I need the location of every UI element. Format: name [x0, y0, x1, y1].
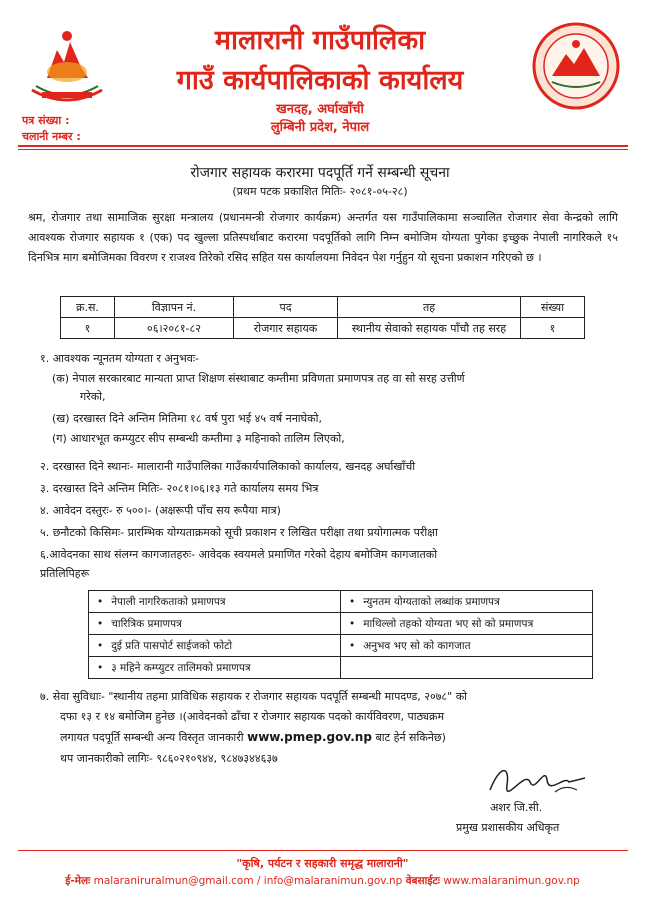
bullet-icon: •	[349, 639, 356, 652]
table-row	[89, 635, 593, 657]
municipality-seal-icon	[530, 20, 622, 112]
doc-cell	[89, 635, 341, 657]
col-level: तह	[338, 297, 521, 318]
signature-mark	[485, 760, 595, 800]
nepal-emblem-icon	[22, 20, 112, 110]
application-place: २. दरखास्त दिने स्थानः- मालारानी गाउँपालिका गाउँकार्यपालिकाको कार्यालय, खनदह अर्घाखाँची	[40, 460, 416, 473]
cell-count: १	[521, 318, 585, 339]
col-ad-no: विज्ञापन नं.	[115, 297, 234, 318]
footer-slogan: "कृषि, पर्यटन र सहकारी समृद्ध मालारानी"	[236, 857, 409, 870]
application-deadline: ३. दरखास्त दिने अन्तिम मितिः- २०८१।०६।१३ गते कार्यालय समय भित्र	[40, 482, 319, 495]
bullet-icon: •	[97, 595, 104, 608]
doc-item: दुई प्रति पासपोर्ट साईजको फोटो	[111, 639, 233, 652]
vacancy-table-header	[61, 297, 585, 318]
requirement-ka-cont: गरेको,	[80, 390, 106, 403]
doc-cell-empty	[341, 657, 593, 679]
address-line-2: लुम्बिनी प्रदेश, नेपाल	[270, 120, 370, 135]
doc-cell	[341, 591, 593, 613]
requirement-ka: (क) नेपाल सरकारबाट मान्यता प्राप्त शिक्षण संस्थाबाट कम्तीमा प्रविणता प्रमाणपत्र तह वा सो सरह उत्तीर्ण	[52, 372, 465, 385]
doc-cell	[89, 657, 341, 679]
footer-contact	[0, 874, 645, 888]
signatory-designation: प्रमुख प्रशासकीय अधिकृत	[456, 821, 560, 834]
cell-level: स्थानीय सेवाको सहायक पाँचौ तह सरह	[338, 318, 521, 339]
selection-process: ५. छनौटको किसिमः- प्रारम्भिक योग्यताक्रमको सूची प्रकाशन र लिखित परीक्षा तथा प्रयोगात्मक परीक्षा	[40, 526, 438, 539]
bullet-icon: •	[97, 617, 104, 630]
benefits-line-3-text: लगायत पदपूर्ति सम्बन्धी अन्य विस्तृत जानकारी	[60, 731, 244, 744]
pmep-link[interactable]: www.pmep.gov.np	[247, 730, 372, 744]
bullet-icon: •	[349, 617, 356, 630]
benefits-line-2: दफा १३ र १४ बमोजिम हुनेछ ।(आवेदनको ढाँचा र रोजगार सहायक पदको कार्यविवरण, पाठ्यक्रम	[60, 710, 445, 723]
doc-item: माथिल्लो तहको योग्यता भए सो को प्रमाणपत्र	[363, 617, 534, 630]
address-line-1: खनदह, अर्घाखाँची	[276, 102, 364, 117]
email-label: ई-मेलः	[65, 875, 91, 887]
documents-table	[88, 590, 593, 679]
bullet-icon: •	[97, 661, 104, 674]
cell-sn: १	[61, 318, 115, 339]
doc-item: ३ महिने कम्प्युटर तालिमको प्रमाणपत्र	[111, 661, 251, 674]
website-link[interactable]: www.malaranimun.gov.np	[443, 875, 580, 887]
bullet-icon: •	[97, 639, 104, 652]
vacancy-table	[60, 296, 585, 339]
benefits-line-3-tail: बाट हेर्न सकिनेछ)	[375, 731, 446, 744]
signatory-name: अशर जि.सी.	[490, 801, 543, 814]
header-rule-thin	[18, 149, 628, 150]
requirements-heading: १. आवश्यक न्यूनतम योग्यता र अनुभवः-	[40, 352, 200, 365]
application-fee: ४. आवेदन दस्तुरः- रु ५००।- (अक्षरूपी पाँच सय रूपैया मात्र)	[40, 504, 281, 517]
doc-item: नेपाली नागरिकताको प्रमाणपत्र	[111, 595, 226, 608]
cell-post: रोजगार सहायक	[234, 318, 338, 339]
office-name: गाउँ कार्यपालिकाको कार्यालय	[176, 65, 464, 96]
website-label: वेबसाईटः	[405, 875, 440, 887]
bullet-icon: •	[349, 595, 356, 608]
header-rule	[18, 145, 628, 147]
ref-number-label: पत्र संख्या :	[22, 114, 70, 127]
requirement-kha: (ख) दरखास्त दिने अन्तिम मितिमा १८ वर्ष पुरा भई ४५ वर्ष ननाघेको,	[52, 412, 322, 425]
contact-numbers: थप जानकारीको लागिः- ९८६०२१०९४४, ९८४७३४४६३७	[60, 752, 278, 765]
dispatch-number-label: चलानी नम्बर :	[22, 130, 81, 143]
table-row	[61, 318, 585, 339]
doc-cell	[89, 613, 341, 635]
requirement-ga: (ग) आधारभूत कम्प्युटर सीप सम्बन्धी कम्तीमा ३ महिनाको तालिम लिएको,	[52, 432, 345, 445]
doc-item: अनुभव भए सो को कागजात	[363, 639, 471, 652]
table-row	[89, 657, 593, 679]
table-row	[89, 613, 593, 635]
table-row	[89, 591, 593, 613]
attachments-heading-cont: प्रतिलिपिहरू	[40, 567, 90, 580]
doc-item: चारित्रिक प्रमाणपत्र	[111, 617, 182, 630]
notice-title: रोजगार सहायक करारमा पदपूर्ति गर्ने सम्बन्धी सूचना	[190, 165, 450, 181]
attachments-heading: ६.आवेदनका साथ संलग्न कागजातहरुः- आवेदक स्वयमले प्रमाणित गरेको देहाय बमोजिम कागजातको	[40, 548, 438, 561]
cell-ad-no: ०६।२०८१-८२	[115, 318, 234, 339]
doc-cell	[341, 613, 593, 635]
col-sn: क्र.स.	[61, 297, 115, 318]
benefits-line-1: ७. सेवा सुविधाः- "स्थानीय तहमा प्राविधिक सहायक र रोजगार सहायक पदपूर्ति सम्बन्धी मापदण्ड, २०७८" को	[40, 690, 468, 703]
benefits-line-3	[60, 728, 620, 747]
doc-item: न्युनतम योग्यताको लब्धांक प्रमाणपत्र	[363, 595, 500, 608]
email-links[interactable]: malaraniruralmun@gmail.com / info@malaranimun.gov.np	[93, 875, 403, 887]
footer-rule	[18, 850, 628, 851]
org-name: मालारानी गाउँपालिका	[214, 25, 426, 56]
doc-cell	[341, 635, 593, 657]
notice-subtitle: (प्रथम पटक प्रकाशित मितिः- २०८१-०५-२८)	[232, 185, 408, 198]
notice-intro: श्रम, रोजगार तथा सामाजिक सुरक्षा मन्त्रालय (प्रधानमन्त्री रोजगार कार्यक्रम) अन्तर्गत यस गाउँपालिकामा सञ्चालित रोजगार सेवा केन्द्रको लागि आवश्यक रोजगार सहायक १ (एक) पद खुल्ला प्रतिस्पर्धाबाट करारमा पदपूर्तिको लागि निम्न बमोजिम योग्यता पुगेका इच्छुक नेपाली नागरिकले १५ दिनभित्र माग बमोजिमका विवरण र राजश्व तिरेको रसिद सहित यस कार्यालयमा निवेदन पेश गर्नुहुन यो सूचना प्रकाशन गरिएको छ ।	[28, 211, 618, 264]
col-post: पद	[234, 297, 338, 318]
col-count: संख्या	[521, 297, 585, 318]
doc-cell	[89, 591, 341, 613]
